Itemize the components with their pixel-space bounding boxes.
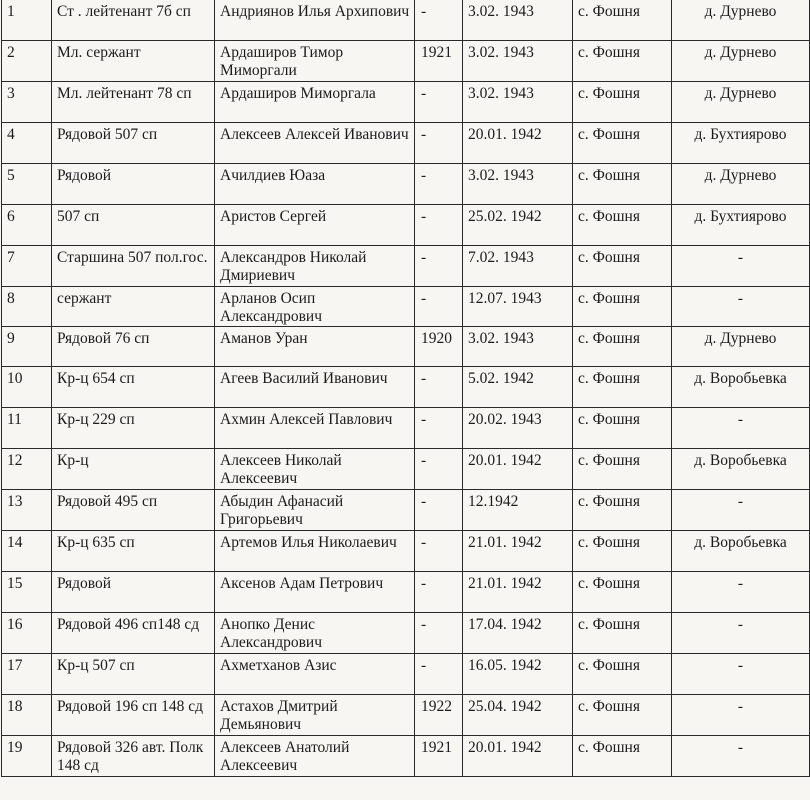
cell-birth-year: 1921 [415, 41, 463, 82]
cell-burial-place: с. Фошня [573, 246, 672, 287]
cell-full-name: Аманов Уран [215, 327, 415, 367]
cell-full-name: Аксенов Адам Петрович [215, 572, 415, 613]
cell-rank-unit: Кр-ц 507 сп [52, 654, 215, 695]
cell-full-name: Александров Николай Дмириевич [215, 246, 415, 287]
cell-birth-year: - [415, 613, 463, 654]
cell-rank-unit: Рядовой 196 сп 148 сд [52, 695, 215, 736]
cell-death-date: 20.02. 1943 [463, 408, 573, 449]
cell-full-name: Ачилдиев Юаза [215, 164, 415, 205]
table-row [2, 123, 810, 164]
cell-burial-place: с. Фошня [573, 490, 672, 531]
cell-rank-unit: Кр-ц 654 сп [52, 367, 215, 408]
cell-number: 13 [2, 490, 52, 531]
cell-burial-place: с. Фошня [573, 164, 672, 205]
cell-burial-place: с. Фошня [573, 531, 672, 572]
cell-birth-year: - [415, 287, 463, 327]
cell-rank-unit: Старшина 507 пол.гос. [52, 246, 215, 287]
cell-village: д. Дурнево [672, 0, 810, 41]
cell-burial-place: с. Фошня [573, 123, 672, 164]
table-row [2, 82, 810, 123]
cell-number: 17 [2, 654, 52, 695]
cell-full-name: Анопко Денис Александрович [215, 613, 415, 654]
cell-village: - [672, 287, 810, 327]
cell-birth-year: - [415, 205, 463, 246]
cell-burial-place: с. Фошня [573, 41, 672, 82]
cell-village: д. Бухтиярово [672, 123, 810, 164]
cell-village: д. Бухтиярово [672, 205, 810, 246]
table-row [2, 572, 810, 613]
cell-number: 19 [2, 736, 52, 777]
cell-burial-place: с. Фошня [573, 449, 672, 490]
cell-death-date: 3.02. 1943 [463, 327, 573, 367]
cell-number: 14 [2, 531, 52, 572]
cell-village: - [672, 613, 810, 654]
cell-birth-year: - [415, 531, 463, 572]
cell-burial-place: с. Фошня [573, 0, 672, 41]
cell-village: - [672, 490, 810, 531]
cell-number: 5 [2, 164, 52, 205]
cell-full-name: Аристов Сергей [215, 205, 415, 246]
cell-full-name: Алексеев Алексей Иванович [215, 123, 415, 164]
table-row [2, 164, 810, 205]
cell-birth-year: 1920 [415, 327, 463, 367]
cell-village: д. Воробьевка [672, 449, 810, 490]
cell-rank-unit: Кр-ц 229 сп [52, 408, 215, 449]
cell-death-date: 20.01. 1942 [463, 123, 573, 164]
table-row [2, 205, 810, 246]
cell-full-name: Алексеев Николай Алексеевич [215, 449, 415, 490]
cell-number: 1 [2, 0, 52, 41]
cell-death-date: 3.02. 1943 [463, 82, 573, 123]
cell-rank-unit: Рядовой 495 сп [52, 490, 215, 531]
cell-rank-unit: Кр-ц 635 сп [52, 531, 215, 572]
table-row [2, 490, 810, 531]
cell-village: - [672, 246, 810, 287]
cell-death-date: 20.01. 1942 [463, 736, 573, 777]
cell-birth-year: - [415, 408, 463, 449]
cell-death-date: 25.02. 1942 [463, 205, 573, 246]
cell-full-name: Абыдин Афанасий Григорьевич [215, 490, 415, 531]
cell-rank-unit: Ст . лейтенант 7б сп [52, 0, 215, 41]
cell-full-name: Ахмин Алексей Павлович [215, 408, 415, 449]
cell-birth-year: - [415, 123, 463, 164]
table-row [2, 327, 810, 367]
cell-burial-place: с. Фошня [573, 408, 672, 449]
cell-birth-year: - [415, 246, 463, 287]
cell-birth-year: 1921 [415, 736, 463, 777]
cell-death-date: 12.1942 [463, 490, 573, 531]
table-row [2, 41, 810, 82]
cell-village: - [672, 654, 810, 695]
cell-rank-unit: Рядовой 326 авт. Полк 148 сд [52, 736, 215, 777]
cell-rank-unit: Рядовой 76 сп [52, 327, 215, 367]
cell-burial-place: с. Фошня [573, 736, 672, 777]
cell-number: 7 [2, 246, 52, 287]
table-row [2, 695, 810, 736]
cell-death-date: 17.04. 1942 [463, 613, 573, 654]
cell-death-date: 21.01. 1942 [463, 572, 573, 613]
table-row [2, 0, 810, 41]
cell-full-name: Артемов Илья Николаевич [215, 531, 415, 572]
cell-rank-unit: Мл. сержант [52, 41, 215, 82]
table-row [2, 408, 810, 449]
cell-death-date: 7.02. 1943 [463, 246, 573, 287]
cell-burial-place: с. Фошня [573, 613, 672, 654]
cell-full-name: Ардаширов Миморгала [215, 82, 415, 123]
cell-full-name: Астахов Дмитрий Демьянович [215, 695, 415, 736]
cell-village: - [672, 736, 810, 777]
cell-birth-year: - [415, 367, 463, 408]
cell-birth-year: - [415, 449, 463, 490]
cell-rank-unit: Рядовой 507 сп [52, 123, 215, 164]
cell-death-date: 21.01. 1942 [463, 531, 573, 572]
table-body [2, 0, 810, 777]
cell-burial-place: с. Фошня [573, 654, 672, 695]
table-row [2, 449, 810, 490]
cell-burial-place: с. Фошня [573, 327, 672, 367]
cell-birth-year: - [415, 0, 463, 41]
cell-death-date: 12.07. 1943 [463, 287, 573, 327]
cell-full-name: Арланов Осип Александрович [215, 287, 415, 327]
cell-death-date: 3.02. 1943 [463, 0, 573, 41]
cell-death-date: 20.01. 1942 [463, 449, 573, 490]
cell-birth-year: - [415, 490, 463, 531]
cell-death-date: 5.02. 1942 [463, 367, 573, 408]
cell-number: 12 [2, 449, 52, 490]
table-row [2, 287, 810, 327]
cell-number: 16 [2, 613, 52, 654]
cell-number: 11 [2, 408, 52, 449]
cell-burial-place: с. Фошня [573, 205, 672, 246]
cell-village: д. Дурнево [672, 41, 810, 82]
cell-full-name: Агеев Василий Иванович [215, 367, 415, 408]
cell-rank-unit: Мл. лейтенант 78 сп [52, 82, 215, 123]
cell-burial-place: с. Фошня [573, 572, 672, 613]
cell-number: 3 [2, 82, 52, 123]
cell-burial-place: с. Фошня [573, 695, 672, 736]
cell-village: - [672, 695, 810, 736]
cell-full-name: Алексеев Анатолий Алексеевич [215, 736, 415, 777]
table-row [2, 531, 810, 572]
cell-number: 2 [2, 41, 52, 82]
cell-village: д. Дурнево [672, 164, 810, 205]
cell-full-name: Ардаширов Тимор Миморгали [215, 41, 415, 82]
cell-birth-year: - [415, 572, 463, 613]
cell-village: д. Воробьевка [672, 531, 810, 572]
cell-death-date: 3.02. 1943 [463, 164, 573, 205]
cell-birth-year: - [415, 82, 463, 123]
table-row [2, 736, 810, 777]
cell-burial-place: с. Фошня [573, 82, 672, 123]
table-row [2, 246, 810, 287]
cell-number: 6 [2, 205, 52, 246]
cell-burial-place: с. Фошня [573, 367, 672, 408]
cell-birth-year: - [415, 654, 463, 695]
cell-village: - [672, 408, 810, 449]
cell-rank-unit: Рядовой [52, 572, 215, 613]
cell-village: д. Воробьевка [672, 367, 810, 408]
cell-birth-year: 1922 [415, 695, 463, 736]
cell-death-date: 16.05. 1942 [463, 654, 573, 695]
cell-death-date: 25.04. 1942 [463, 695, 573, 736]
cell-number: 10 [2, 367, 52, 408]
cell-number: 9 [2, 327, 52, 367]
cell-rank-unit: 507 сп [52, 205, 215, 246]
cell-rank-unit: Кр-ц [52, 449, 215, 490]
cell-full-name: Ахметханов Азис [215, 654, 415, 695]
cell-village: д. Дурнево [672, 82, 810, 123]
table-row [2, 367, 810, 408]
cell-number: 18 [2, 695, 52, 736]
cell-number: 8 [2, 287, 52, 327]
table-row [2, 613, 810, 654]
cell-death-date: 3.02. 1943 [463, 41, 573, 82]
cell-birth-year: - [415, 164, 463, 205]
cell-rank-unit: Рядовой 496 сп148 сд [52, 613, 215, 654]
cell-rank-unit: Рядовой [52, 164, 215, 205]
cell-village: д. Дурнево [672, 327, 810, 367]
cell-number: 15 [2, 572, 52, 613]
burial-records-table [1, 0, 810, 777]
table-row [2, 654, 810, 695]
cell-rank-unit: сержант [52, 287, 215, 327]
cell-village: - [672, 572, 810, 613]
cell-number: 4 [2, 123, 52, 164]
cell-burial-place: с. Фошня [573, 287, 672, 327]
cell-full-name: Андриянов Илья Архипович [215, 0, 415, 41]
